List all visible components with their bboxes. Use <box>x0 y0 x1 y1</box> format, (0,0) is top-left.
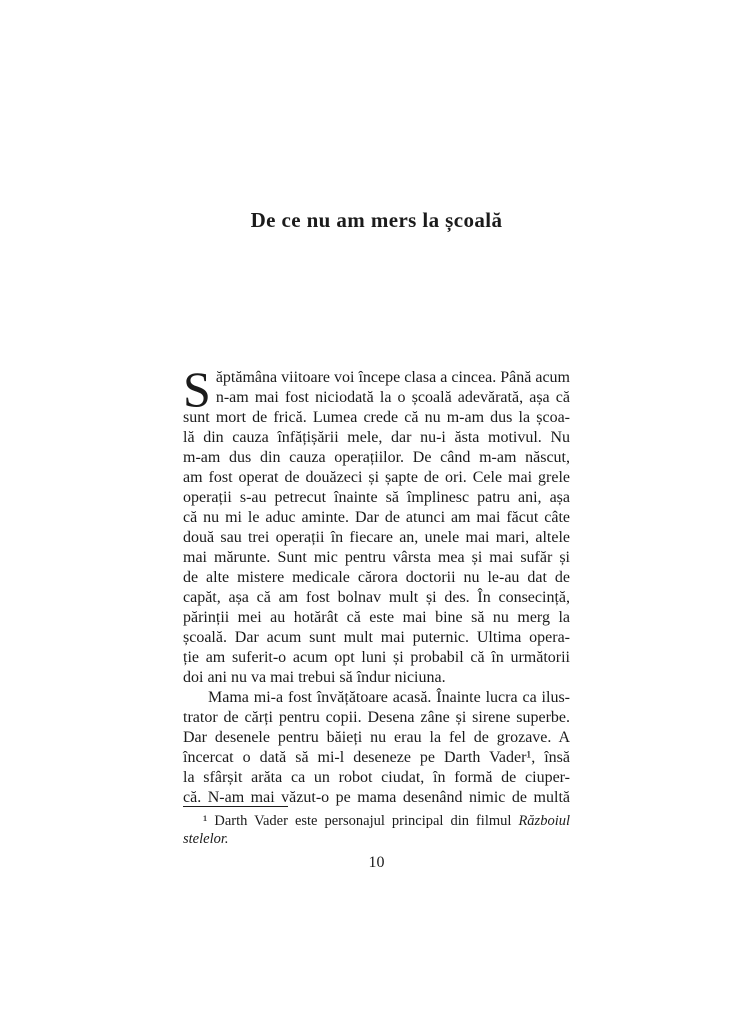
text-line: școală. Dar acum sunt mult mai puternic. Ultima opera- <box>183 629 570 646</box>
drop-cap: S <box>183 361 211 417</box>
text-line: că. N-am mai văzut-o pe mama desenând nimic de multă <box>183 789 570 806</box>
text-line: la sfârșit arăta ca un robot ciudat, în formă de ciuper- <box>183 769 570 786</box>
text-line: operații s-au petrecut înainte să împlinesc patru ani, așa <box>183 489 570 506</box>
footnote-book-title-part2: stelelor. <box>183 831 229 847</box>
text-line: de alte mistere medicale cărora doctorii nu le-au dat de <box>183 569 570 586</box>
paragraph-1 <box>183 361 570 688</box>
text-line: părinții mei au hotărât că este mai bine să nu merg la <box>183 609 570 626</box>
text-line: ăptămâna viitoare voi începe clasa a cincea. Până acum <box>215 369 570 386</box>
text-line: doi ani nu va mai trebui să îndur niciuna. <box>183 669 446 686</box>
text-line: Mama mi-a fost învățătoare acasă. Înainte lucra ca ilus- <box>208 689 570 706</box>
paragraph-2 <box>183 688 570 808</box>
text-line: ție am suferit-o acum opt luni și probabil că în următorii <box>183 649 570 666</box>
text-line: n-am mai fost niciodată la o școală adevărată, așa că <box>215 389 570 406</box>
page-number: 10 <box>368 854 385 871</box>
text-line: Dar desenele pentru băieți nu erau la fel de grozave. A <box>183 729 570 746</box>
footnote-line <box>183 830 570 848</box>
text-line: trator de cărți pentru copii. Desena zâne și sirene superbe. <box>183 709 570 726</box>
footnote-book-title-part1: Războiul <box>518 813 570 829</box>
body-text <box>183 361 570 808</box>
text-line: că nu mi le aduc aminte. Dar de atunci am mai făcut câte <box>183 509 570 526</box>
footnote-line <box>183 812 570 830</box>
footnote-divider <box>183 806 288 807</box>
text-line: lă din cauza înfățișării mele, dar nu-i ăsta motivul. Nu <box>183 429 570 446</box>
text-line: capăt, așa că am fost bolnav mult și des. În consecință, <box>183 589 570 606</box>
text-line: am fost operat de douăzeci și șapte de ori. Cele mai grele <box>183 469 570 486</box>
text-line: două sau trei operații în fiecare an, unele mai mari, altele <box>183 529 570 546</box>
text-line: m-am dus din cauza operațiilor. De când m-am născut, <box>183 449 570 466</box>
chapter-title: De ce nu am mers la școală <box>250 208 503 233</box>
text-line: mai mărunte. Sunt mic pentru vârsta mea și mai sufăr și <box>183 549 570 566</box>
footnote-text: ¹ Darth Vader este personajul principal din filmul <box>203 813 519 829</box>
text-line: sunt mort de frică. Lumea crede că nu m-am dus la școa- <box>183 409 570 426</box>
footnote <box>183 812 570 848</box>
text-line: încercat o dată să mi-l deseneze pe Darth Vader¹, însă <box>183 749 570 766</box>
